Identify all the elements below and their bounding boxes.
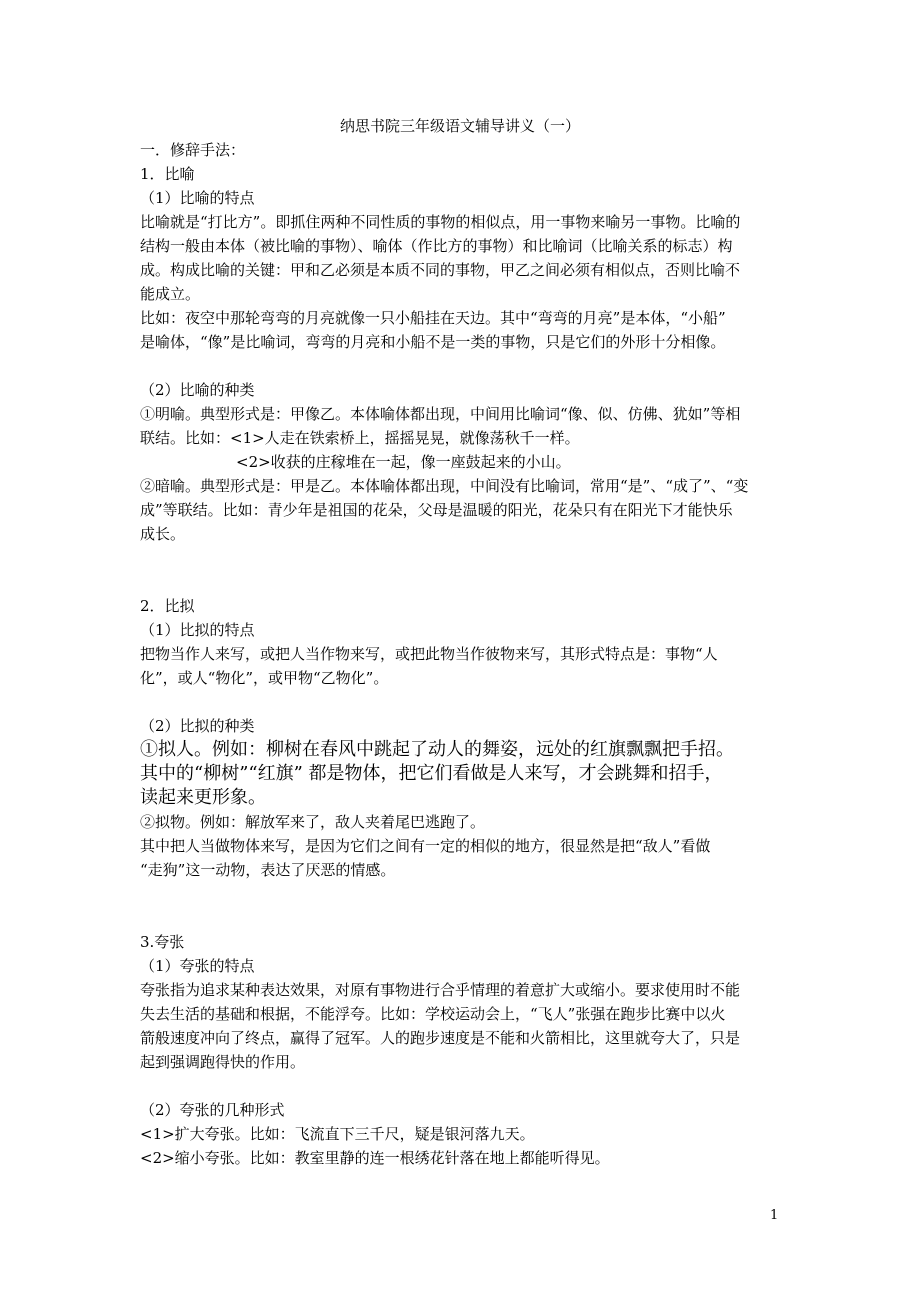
paragraph-line-large: 读起来更形象。 xyxy=(140,787,266,808)
subsection-heading-personification: 2．比拟 xyxy=(140,597,195,615)
subsection-heading-metaphor: 1．比喻 xyxy=(140,165,195,183)
paragraph-line: 把物当作人来写，或把人当作物来写，或把此物当作彼物来写，其形式特点是：事物“人 xyxy=(140,645,718,663)
paragraph-line: 成”等联结。比如：青少年是祖国的花朵，父母是温暖的阳光，花朵只有在阳光下才能快乐 xyxy=(140,501,733,519)
sub-heading: （2）夸张的几种形式 xyxy=(140,1101,285,1119)
paragraph-line-large: ①拟人。例如：柳树在春风中跳起了动人的舞姿，远处的红旗飘飘把手招。 xyxy=(140,739,734,760)
sub-heading: （2）比拟的种类 xyxy=(140,717,255,735)
paragraph-line: 箭般速度冲向了终点，赢得了冠军。人的跑步速度是不能和火箭相比，这里就夸大了，只是 xyxy=(140,1029,741,1047)
subsection-heading-hyperbole: 3.夸张 xyxy=(140,933,185,951)
sub-heading: （1）比喻的特点 xyxy=(140,189,255,207)
paragraph-line: 夸张指为追求某种表达效果，对原有事物进行合乎情理的着意扩大或缩小。要求使用时不能 xyxy=(140,981,741,999)
paragraph-line-large: 其中的“柳树”“红旗” 都是物体，把它们看做是人来写，才会跳舞和招手， xyxy=(140,763,723,784)
paragraph-line: 结构一般由本体（被比喻的事物）、喻体（作比方的事物）和比喻词（比喻关系的标志）构 xyxy=(140,237,733,255)
sub-heading: （1）比拟的特点 xyxy=(140,621,255,639)
paragraph-line: 比喻就是“打比方”。即抓住两种不同性质的事物的相似点，用一事物来喻另一事物。比喻的 xyxy=(140,213,741,231)
paragraph-line: 比如：夜空中那轮弯弯的月亮就像一只小船挂在天边。其中“弯弯的月亮”是本体，“小船” xyxy=(140,309,726,327)
paragraph-line: 起到强调跑得快的作用。 xyxy=(140,1053,306,1071)
paragraph-line: “走狗”这一动物，表达了厌恶的情感。 xyxy=(140,861,396,879)
paragraph-line: 是喻体，“像”是比喻词，弯弯的月亮和小船不是一类的事物，只是它们的外形十分相像。 xyxy=(140,333,726,351)
paragraph-line: <2>收获的庄稼堆在一起，像一座鼓起来的小山。 xyxy=(236,453,571,471)
paragraph-line: ②暗喻。典型形式是：甲是乙。本体喻体都出现，中间没有比喻词，常用“是”、“成了”、“变 xyxy=(140,477,749,495)
paragraph-line: <2>缩小夸张。比如：教室里静的连一根绣花针落在地上都能听得见。 xyxy=(140,1149,610,1167)
paragraph-line: ①明喻。典型形式是：甲像乙。本体喻体都出现，中间用比喻词“像、似、仿佛、犹如”等相 xyxy=(140,405,741,423)
section-heading-rhetoric: 一．修辞手法： xyxy=(140,141,246,159)
paragraph-line: 能成立。 xyxy=(140,285,201,303)
paragraph-line: <1>扩大夸张。比如：飞流直下三千尺，疑是银河落九天。 xyxy=(140,1125,535,1143)
paragraph-line: 联结。比如：<1>人走在铁索桥上，摇摇晃晃，就像荡秋千一样。 xyxy=(140,429,580,447)
paragraph-line: 其中把人当做物体来写，是因为它们之间有一定的相似的地方，很显然是把“敌人”看做 xyxy=(140,837,711,855)
sub-heading: （1）夸张的特点 xyxy=(140,957,255,975)
sub-heading: （2）比喻的种类 xyxy=(140,381,255,399)
paragraph-line: 成。构成比喻的关键：甲和乙必须是本质不同的事物，甲乙之间必须有相似点，否则比喻不 xyxy=(140,261,741,279)
paragraph-line: 成长。 xyxy=(140,525,186,543)
paragraph-line: 失去生活的基础和根据，不能浮夸。比如：学校运动会上，“飞人”张强在跑步比赛中以火 xyxy=(140,1005,726,1023)
document-title: 纳思书院三年级语文辅导讲义（一） xyxy=(339,117,580,135)
paragraph-line: ②拟物。例如：解放军来了，敌人夹着尾巴逃跑了。 xyxy=(140,813,486,831)
paragraph-line: 化”，或人“物化”，或甲物“乙物化”。 xyxy=(140,669,389,687)
page-number: 1 xyxy=(770,1208,779,1223)
